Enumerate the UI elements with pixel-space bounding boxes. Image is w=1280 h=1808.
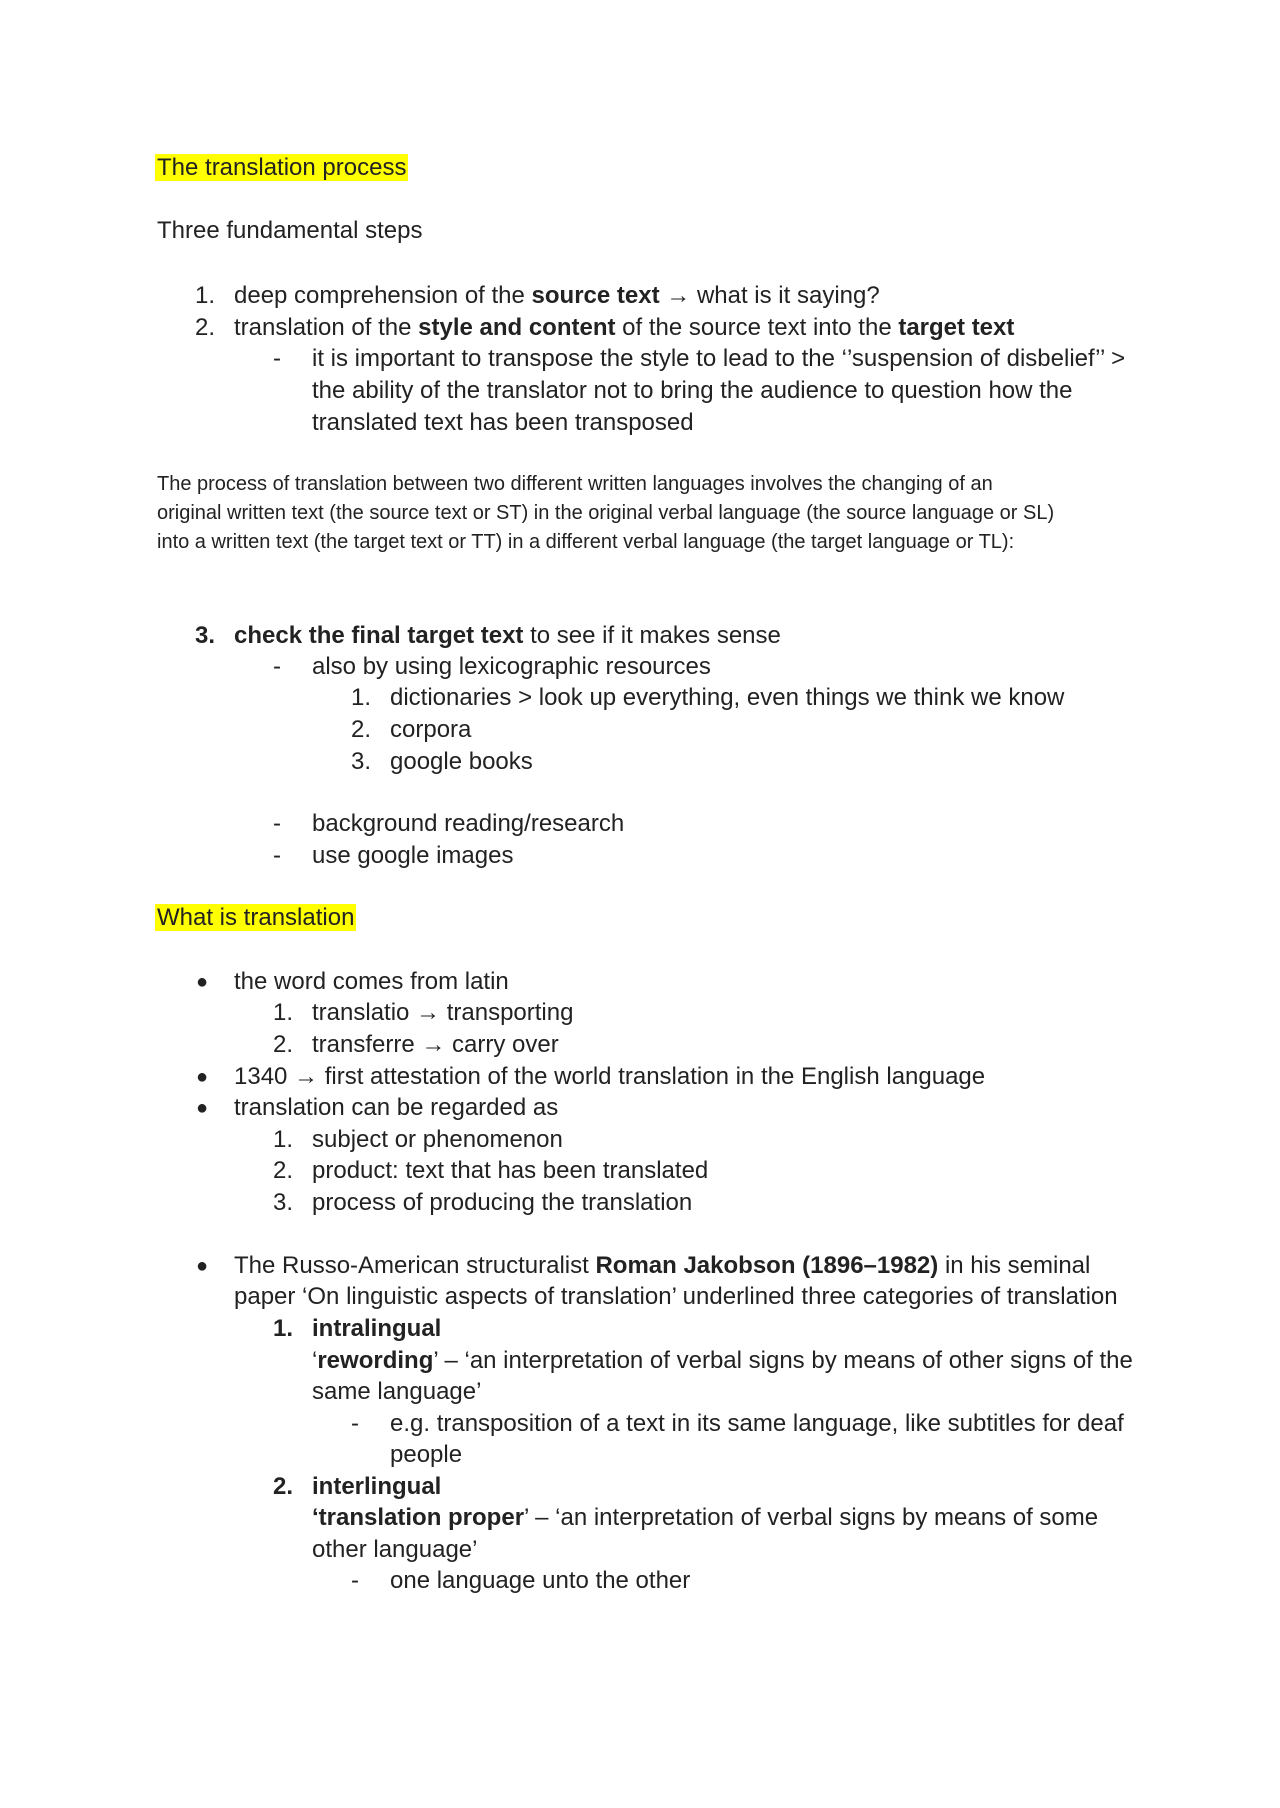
list-marker: 1. [195, 282, 216, 309]
step-2-note-line: it is important to transpose the style to lead to the ‘’suspension of disbelief’’ > [312, 345, 1126, 372]
list-item: subject or phenomenon [312, 1126, 563, 1153]
category-definition: ‘translation proper’ – ‘an interpretation of verbal signs by means of some [312, 1504, 1099, 1531]
bullet-marker: ● [196, 1255, 209, 1277]
category-definition-line-2: same language’ [312, 1378, 482, 1405]
category-example: one language unto the other [390, 1567, 691, 1594]
list-marker: 3. [273, 1189, 294, 1216]
paragraph-line: original written text (the source text or ST) in the original verbal language (the source language or SL) [157, 502, 1055, 524]
list-marker: 2. [351, 716, 372, 743]
section-heading-translation-process: The translation process [157, 154, 407, 181]
dash-marker: - [273, 842, 281, 869]
list-item: background reading/research [312, 810, 625, 837]
list-item-step-3: check the final target text to see if it makes sense [234, 622, 781, 649]
list-item-step-1: deep comprehension of the source text → what is it saying? [234, 282, 880, 309]
bullet-item: the word comes from latin [234, 968, 509, 995]
list-marker: 1. [273, 999, 294, 1026]
bullet-marker: ● [196, 971, 209, 993]
list-item: google books [390, 748, 533, 775]
list-marker: 1. [351, 684, 372, 711]
category-example-line-2: people [390, 1441, 463, 1468]
list-marker: 1. [273, 1315, 294, 1342]
list-item-step-2: translation of the style and content of the source text into the target text [234, 314, 1015, 341]
bullet-marker: ● [196, 1066, 209, 1088]
category-definition-line-2: other language’ [312, 1536, 478, 1563]
paragraph-line: The process of translation between two different written languages involves the changing of an [157, 473, 993, 495]
category-definition: ‘rewording’ – ‘an interpretation of verbal signs by means of other signs of the [312, 1347, 1133, 1374]
list-marker: 2. [273, 1031, 294, 1058]
dash-marker: - [273, 345, 281, 372]
list-marker: 1. [273, 1126, 294, 1153]
list-marker: 2. [273, 1157, 294, 1184]
list-marker: 2. [195, 314, 216, 341]
category-title-interlingual: interlingual [312, 1473, 442, 1500]
bullet-marker: ● [196, 1097, 209, 1119]
list-item: product: text that has been translated [312, 1157, 709, 1184]
step-2-note-line: translated text has been transposed [312, 409, 694, 436]
list-item: process of producing the translation [312, 1189, 693, 1216]
bullet-item: translation can be regarded as [234, 1094, 559, 1121]
list-item: transferre → carry over [312, 1031, 559, 1058]
dash-marker: - [273, 810, 281, 837]
step-2-note-line: the ability of the translator not to bring the audience to question how the [312, 377, 1073, 404]
category-example: e.g. transposition of a text in its same language, like subtitles for deaf [390, 1410, 1124, 1437]
list-marker: 2. [273, 1473, 294, 1500]
list-item: also by using lexicographic resources [312, 653, 711, 680]
list-item: translatio → transporting [312, 999, 574, 1026]
list-item: corpora [390, 716, 472, 743]
dash-marker: - [351, 1410, 359, 1437]
list-marker: 3. [195, 622, 216, 649]
bullet-item: 1340 → first attestation of the world translation in the English language [234, 1063, 986, 1090]
category-title-intralingual: intralingual [312, 1315, 442, 1342]
intro-text: Three fundamental steps [157, 217, 423, 244]
list-item: dictionaries > look up everything, even things we think we know [390, 684, 1065, 711]
list-item: use google images [312, 842, 514, 869]
dash-marker: - [351, 1567, 359, 1594]
dash-marker: - [273, 653, 281, 680]
section-heading-what-is-translation: What is translation [157, 904, 355, 931]
list-marker: 3. [351, 748, 372, 775]
paragraph-line: into a written text (the target text or TT) in a different verbal language (the target language or TL): [157, 531, 1015, 553]
bullet-item-jakobson: The Russo-American structuralist Roman Jakobson (1896–1982) in his seminal [234, 1252, 1091, 1279]
bullet-item-jakobson-line-2: paper ‘On linguistic aspects of translation’ underlined three categories of translation [234, 1283, 1118, 1310]
